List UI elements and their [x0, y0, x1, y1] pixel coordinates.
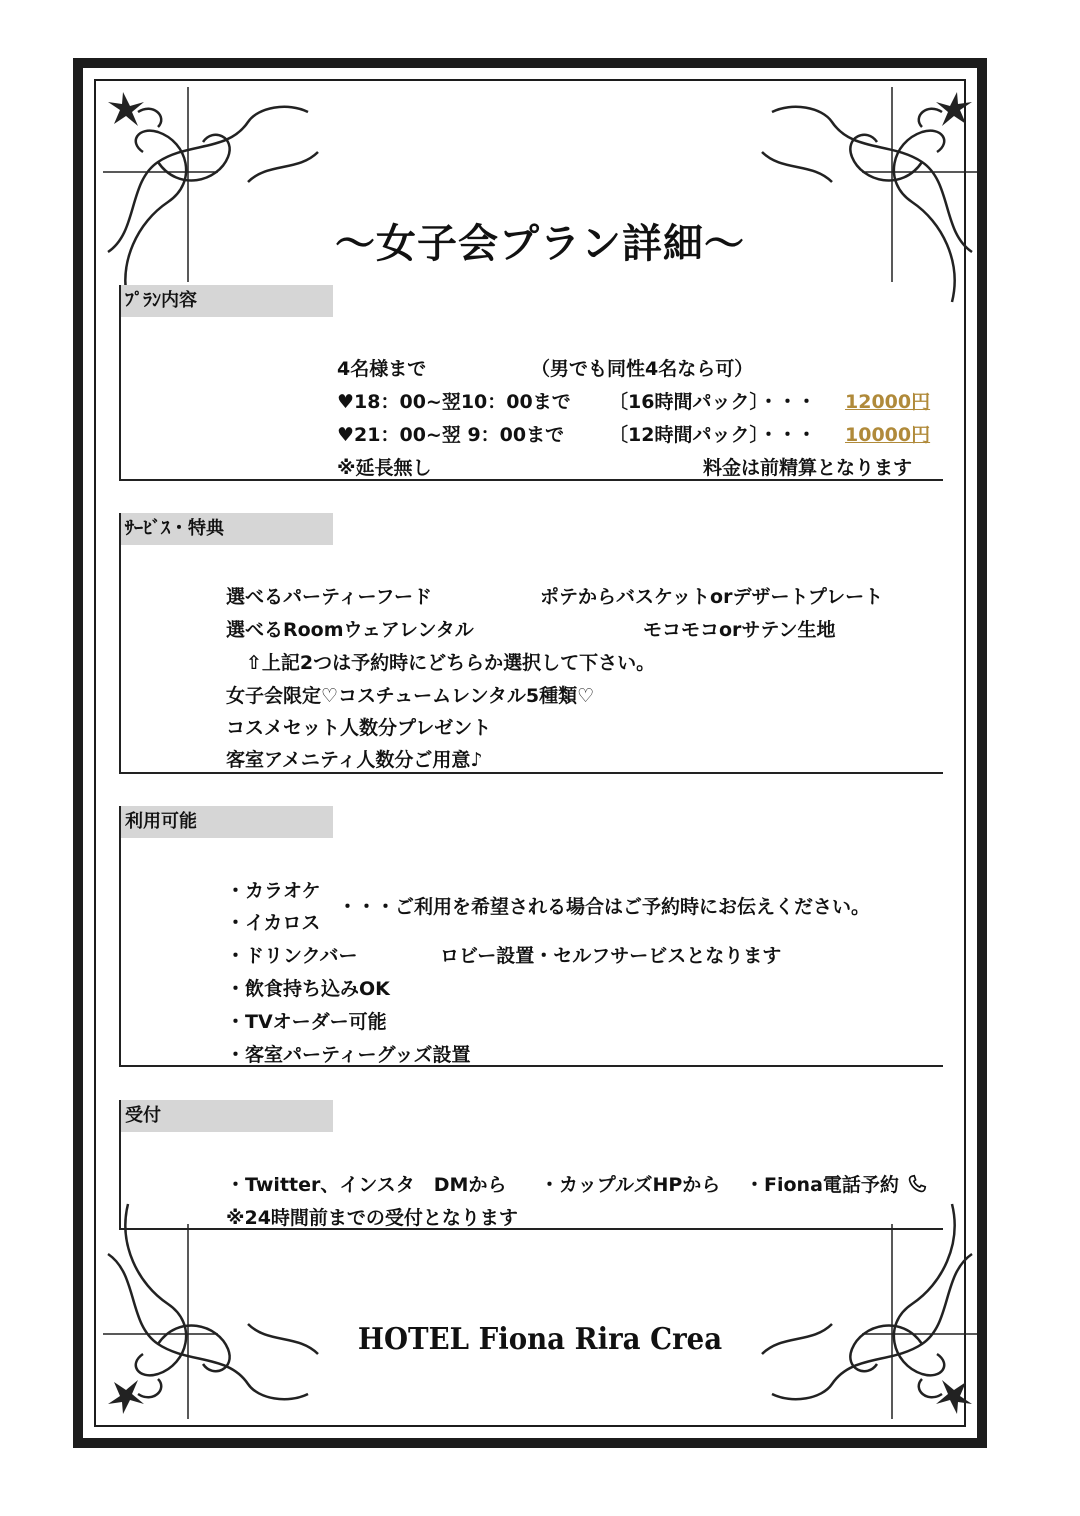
- plan-slot2-time: ♥21：00~翌 9：00まで: [337, 424, 565, 446]
- service-choose-note: ⇧上記2つは予約時にどちらか選択して下さい。: [246, 652, 656, 674]
- reception-sns: ・Twitter、インスタ DMから: [226, 1174, 507, 1196]
- plan-prepay-note: 料金は前精算となります: [703, 457, 913, 479]
- page-title: ～女子会プラン詳細～: [335, 221, 745, 267]
- available-drink-note: ロビー設置・セルフサービスとなります: [440, 945, 782, 967]
- plan-slot1-pack: 〔16時間パック〕・・・: [609, 391, 816, 413]
- available-food-ok: ・飲食持ち込みOK: [226, 978, 390, 1000]
- reception-hp: ・カップルズHPから: [540, 1174, 721, 1196]
- flourish-corner-ornament-top-right: [752, 82, 982, 312]
- flourish-corner-ornament-top-left: [98, 82, 328, 312]
- available-tv: ・TVオーダー可能: [226, 1011, 387, 1033]
- plan-slot1-price: 12000円: [845, 391, 931, 413]
- service-costume: 女子会限定♡コスチュームレンタル5種類♡: [226, 685, 595, 707]
- reception-phone: ・Fiona電話予約: [745, 1174, 899, 1196]
- service-amenity: 客室アメニティ人数分ご用意♪: [226, 749, 483, 771]
- reception-deadline: ※24時間前までの受付となります: [226, 1207, 518, 1229]
- service-food: 選べるパーティーフード: [226, 586, 432, 608]
- service-cosme: コスメセット人数分プレゼント: [226, 717, 492, 739]
- phone-icon: [906, 1173, 928, 1195]
- section-heading-service: ｻｰﾋﾞｽ・特典: [121, 513, 333, 545]
- service-wear: 選べるRoomウェアレンタル: [226, 619, 474, 641]
- service-food-detail: ポテからバスケットorデザートプレート: [540, 586, 884, 608]
- available-party: ・客室パーティーグッズ設置: [226, 1044, 471, 1066]
- reception-phone-line: [745, 1170, 928, 1197]
- available-karaoke: ・カラオケ: [226, 880, 321, 902]
- plan-slot1-time: ♥18：00~翌10：00まで: [337, 391, 571, 413]
- plan-slot2-pack: 〔12時間パック〕・・・: [609, 424, 816, 446]
- plan-no-extension: ※延長無し: [337, 457, 432, 479]
- section-heading-plan: ﾌﾟﾗﾝ内容: [121, 285, 333, 317]
- service-wear-detail: モコモコorサテン生地: [643, 619, 836, 641]
- available-icaros: ・イカロス: [226, 912, 321, 934]
- section-heading-available: 利用可能: [121, 806, 333, 838]
- plan-capacity: 4名様まで: [337, 358, 427, 380]
- section-plan: [119, 285, 943, 481]
- section-heading-reception: 受付: [121, 1100, 333, 1132]
- available-reserve-note: ・・・ご利用を希望される場合はご予約時にお伝えください。: [338, 896, 871, 918]
- plan-capacity-note: （男でも同性4名なら可）: [531, 358, 754, 380]
- hotel-name: HOTEL Fiona Rira Crea: [357, 1322, 723, 1357]
- plan-slot2-price: 10000円: [845, 424, 931, 446]
- available-drink: ・ドリンクバー: [226, 945, 358, 967]
